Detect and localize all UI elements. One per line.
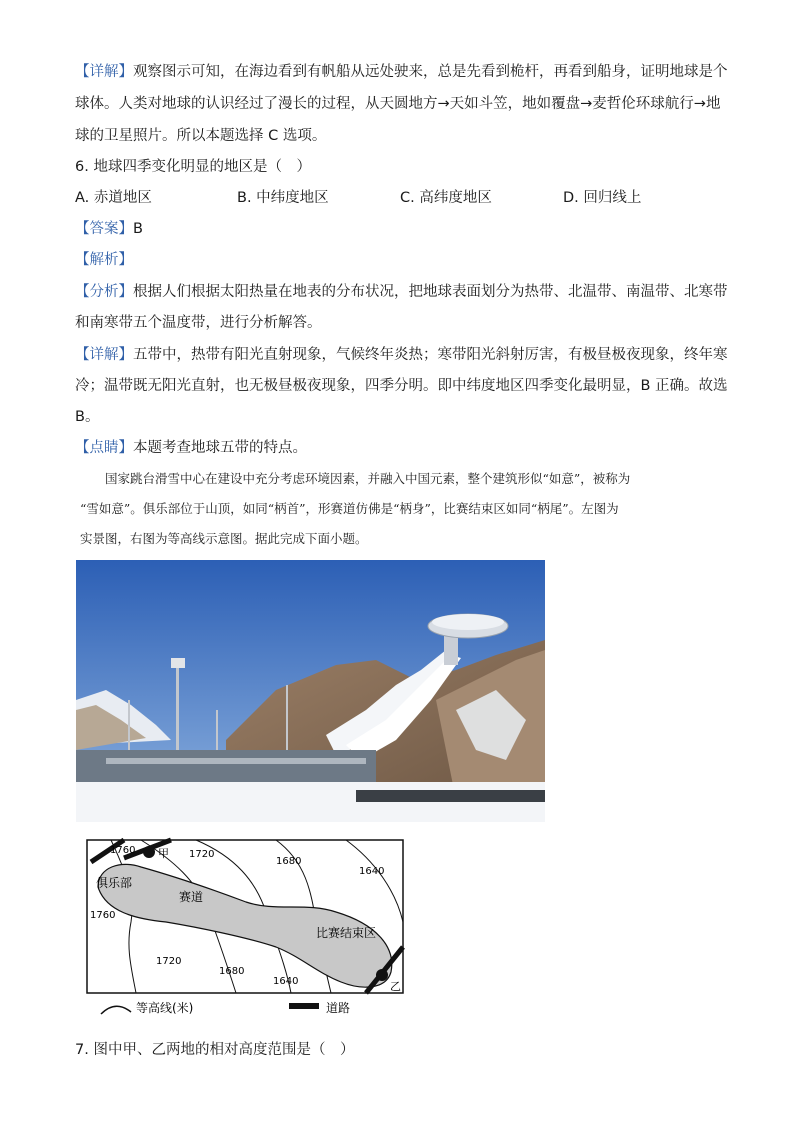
contour-1680-top: 1680 (276, 856, 302, 867)
option-c: C. 高纬度地区 (400, 190, 492, 206)
detail-line-2: 球体。人类对地球的认识经过了漫长的过程，从天圆地方→天如斗笠，地如覆盘→麦哲伦环球航行→地 (75, 96, 721, 112)
xiangjie-text-1 (75, 347, 728, 363)
track-label: 赛道 (179, 890, 204, 904)
analysis-tag: 【解析】 (75, 252, 133, 268)
legend-road: 道路 (326, 1001, 351, 1015)
jia-label: 甲 (158, 847, 169, 860)
passage-line-1: 国家跳台滑雪中心在建设中充分考虑环境因素，并融入中国元素，整个建筑形似“如意”，被称为 (105, 471, 631, 486)
question-6: 6. 地球四季变化明显的地区是（ ） (75, 159, 311, 175)
passage-line-3: 实景图，右图为等高线示意图。据此完成下面小题。 (80, 531, 368, 546)
option-b: B. 中纬度地区 (237, 190, 329, 206)
contour-1760-left: 1760 (90, 910, 116, 921)
section-text: 五带中，热带有阳光直射现象，气候终年炎热；寒带阳光斜射厉害，有极昼极夜现象，终年寒 (133, 347, 728, 363)
answer-value: B (133, 221, 143, 237)
contour-1720-top: 1720 (189, 849, 215, 860)
option-d: D. 回归线上 (563, 190, 642, 206)
contour-1640-top: 1640 (359, 866, 385, 877)
contour-map (76, 832, 416, 1022)
answer-line (75, 219, 143, 239)
section-tag: 【分析】 (75, 284, 133, 300)
club-label: 俱乐部 (96, 876, 133, 890)
xiangjie-line-3: B。 (75, 409, 100, 425)
contour-1720-bottom: 1720 (156, 956, 182, 967)
contour-1680-bottom: 1680 (219, 966, 245, 977)
fenxi-line-1 (75, 282, 728, 302)
finish-label: 比赛结束区 (316, 926, 377, 940)
detail-line-1 (75, 62, 728, 82)
yi-label: 乙 (390, 980, 401, 993)
xiangjie-line-2: 冷；温带既无阳光直射，也无极昼极夜现象，四季分明。即中纬度地区四季变化最明显，B 正确。故选 (75, 378, 728, 394)
option-a: A. 赤道地区 (75, 190, 152, 206)
passage-line-2: “雪如意”。俱乐部位于山顶，如同“柄首”，形赛道仿佛是“柄身”，比赛结束区如同“柄尾”。左图为 (80, 501, 619, 516)
fenxi-line-2: 和南寒带五个温度带，进行分析解答。 (75, 315, 322, 331)
dianjing-text (75, 440, 307, 456)
section-text: 本题考查地球五带的特点。 (133, 440, 307, 456)
answer-tag: 【答案】 (75, 221, 133, 237)
detail-line-3: 球的卫星照片。所以本题选择 C 选项。 (75, 128, 327, 144)
legend-contour: 等高线(米) (136, 1001, 194, 1015)
contour-1640-bottom: 1640 (273, 976, 299, 987)
section-tag: 【详解】 (75, 347, 133, 363)
xiangjie-line-1 (75, 345, 728, 365)
fenxi-text-1 (75, 284, 728, 300)
detail-line-1-text: 观察图示可知，在海边看到有帆船从远处驶来，总是先看到桅杆，再看到船身，证明地球是个 (133, 64, 728, 80)
question-7: 7. 图中甲、乙两地的相对高度范围是（ ） (75, 1042, 355, 1058)
section-text: 根据人们根据太阳热量在地表的分布状况，把地球表面划分为热带、北温带、南温带、北寒带 (133, 284, 728, 300)
detail-tag: 【详解】 (75, 64, 133, 80)
section-tag: 【点睛】 (75, 440, 133, 456)
dianjing-line (75, 438, 307, 458)
ski-jump-photo (76, 560, 545, 822)
contour-1760-top: 1760 (110, 845, 136, 856)
